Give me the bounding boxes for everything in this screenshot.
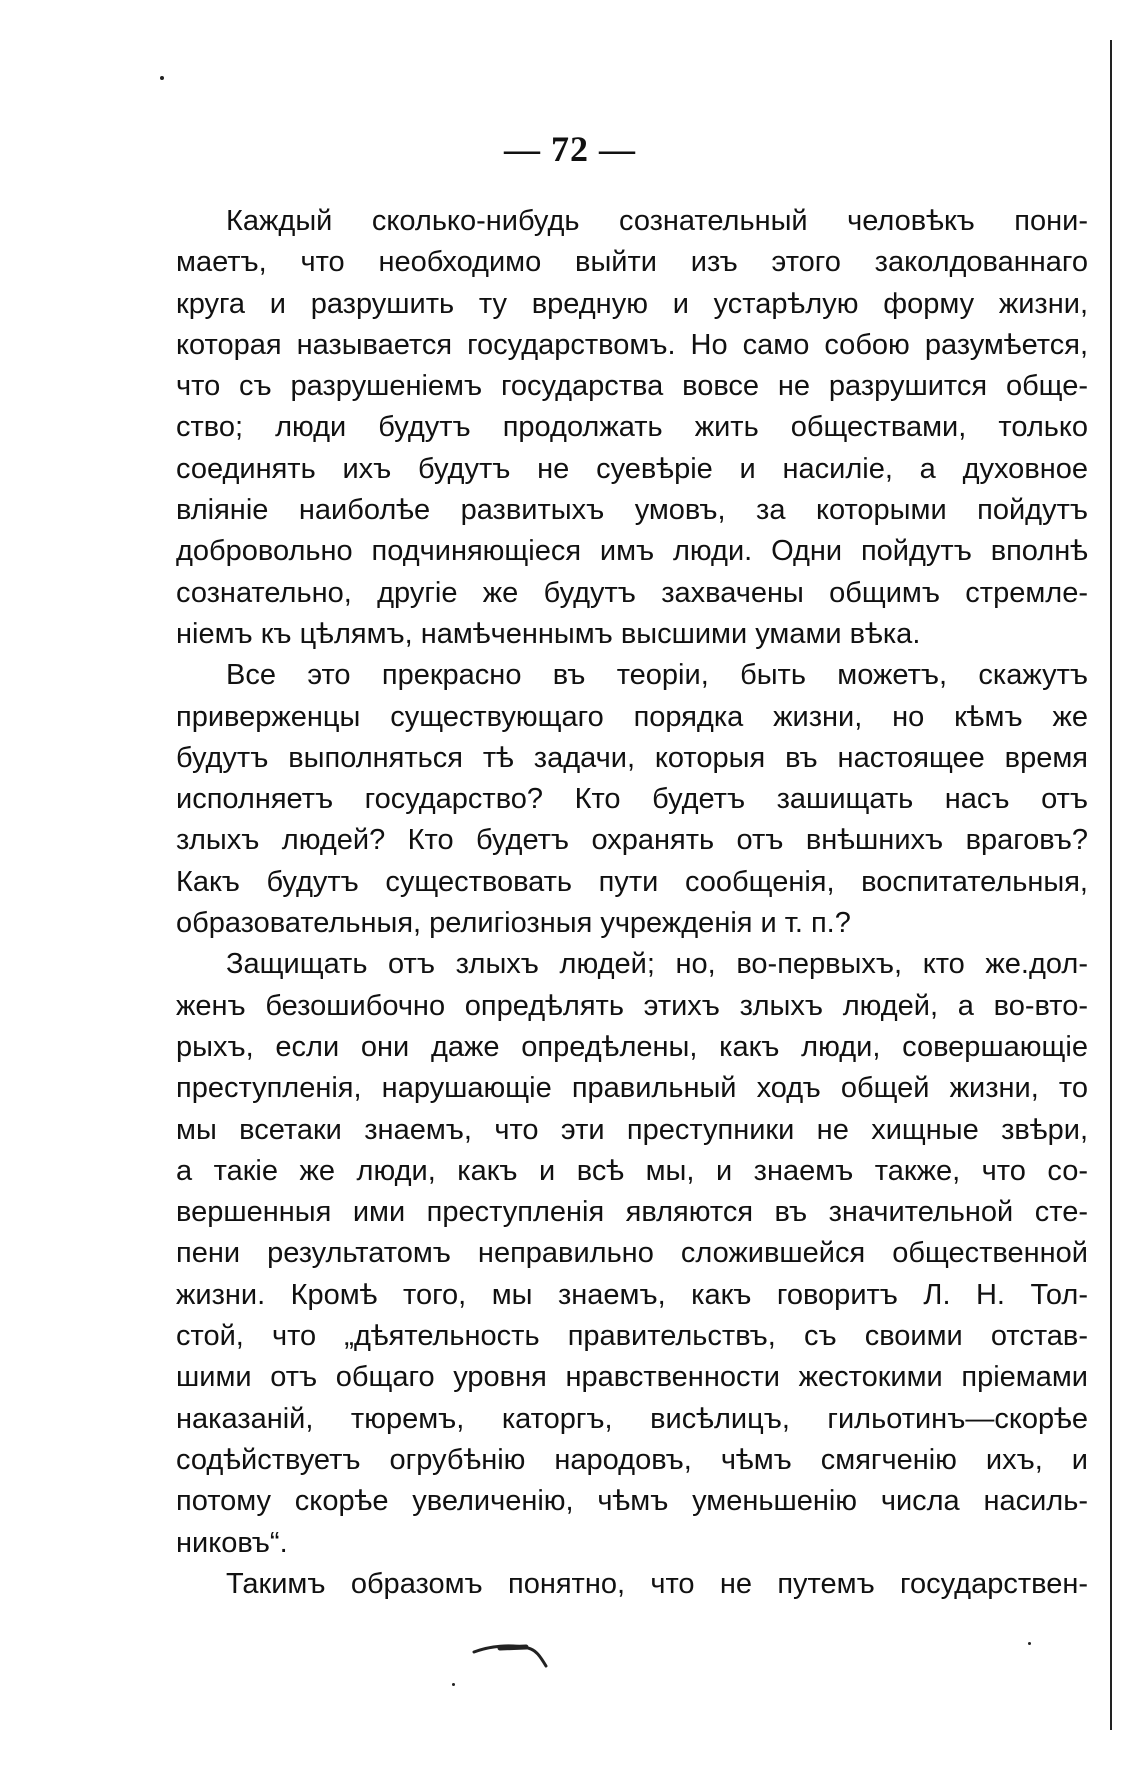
text-line: потому скорѣе увеличенію, чѣмъ уменьшенію числа насиль- (176, 1485, 1088, 1518)
text-line: которая называется государствомъ. Но само собою разумѣется, (176, 328, 1088, 361)
text-line: Все это прекрасно въ теоріи, быть можетъ, скажутъ (226, 659, 1088, 692)
text-line: мы всетаки знаемъ, что эти преступники не хищные звѣри, (176, 1113, 1088, 1146)
text-line: сознательно, другіе же будутъ захвачены общимъ стремле- (176, 576, 1088, 609)
text-line: пени результатомъ неправильно сложившейся общественной (176, 1237, 1088, 1270)
text-line: образовательныя, религіозныя учрежденія и т. п.? (176, 907, 851, 940)
print-speck (160, 76, 164, 80)
text-line: вершенныя ими преступленія являются въ значительной сте- (176, 1196, 1088, 1229)
text-line: Каждый сколько-нибудь сознательный человѣкъ пони- (226, 205, 1088, 237)
text-line: жизни. Кромѣ того, мы знаемъ, какъ говоритъ Л. Н. Тол- (176, 1278, 1088, 1311)
text-line: содѣйствуетъ огрубѣнію народовъ, чѣмъ смягченію ихъ, и (176, 1443, 1088, 1476)
text-line: а такіе же люди, какъ и всѣ мы, и знаемъ также, что со- (176, 1154, 1088, 1187)
text-line: стой, что „дѣятельность правительствъ, съ своими отстав- (176, 1320, 1088, 1353)
text-line: преступленія, нарушающіе правильный ходъ общей жизни, то (176, 1072, 1088, 1105)
text-line: ство; люди будутъ продолжать жить обществами, только (176, 411, 1088, 444)
text-line: круга и разрушить ту вредную и устарѣлую форму жизни, (176, 287, 1088, 320)
text-line: рыхъ, если они даже опредѣлены, какъ люди, совершающіе (176, 1030, 1088, 1063)
ink-mark (470, 1640, 560, 1670)
text-line: женъ безошибочно опредѣлять этихъ злыхъ людей, а во-вто- (176, 989, 1088, 1022)
print-speck (1028, 1642, 1031, 1645)
text-line: что съ разрушеніемъ государства вовсе не разрушится обще- (176, 370, 1088, 403)
text-line: Какъ будутъ существовать пути сообщенія, воспитательныя, (176, 865, 1088, 898)
text-line: соединять ихъ будутъ не суевѣріе и насиліе, а духовное (176, 452, 1088, 485)
text-line: шими отъ общаго уровня нравственности жестокими пріемами (176, 1361, 1088, 1394)
text-line: вліяніе наиболѣе развитыхъ умовъ, за которыми пойдутъ (176, 494, 1088, 527)
text-line: злыхъ людей? Кто будетъ охранять отъ внѣшнихъ враговъ? (176, 824, 1088, 857)
text-line: приверженцы существующаго порядка жизни, но кѣмъ же (176, 700, 1088, 733)
text-line: Такимъ образомъ понятно, что не путемъ государствен- (226, 1567, 1088, 1600)
page-number: — 72 — (504, 129, 636, 169)
text-line: никовъ“. (176, 1526, 288, 1559)
text-line: ніемъ къ цѣлямъ, намѣченнымъ высшими умами вѣка. (176, 617, 921, 650)
page-edge-rule (1110, 40, 1112, 1730)
body-text (176, 201, 1088, 1605)
text-line: исполняетъ государство? Кто будетъ зашищать насъ отъ (176, 783, 1088, 816)
print-speck (452, 1683, 455, 1686)
text-line: маетъ, что необходимо выйти изъ этого заколдованнаго (176, 246, 1088, 279)
text-line: будутъ выполняться тѣ задачи, которыя въ настоящее время (176, 741, 1088, 774)
text-line: Защищать отъ злыхъ людей; но, во-первыхъ, кто же.дол- (226, 948, 1088, 981)
text-line: добровольно подчиняющіеся имъ люди. Одни пойдутъ вполнѣ (176, 535, 1088, 568)
text-line: наказаній, тюремъ, каторгъ, висѣлицъ, гильотинъ—скорѣе (176, 1402, 1088, 1435)
